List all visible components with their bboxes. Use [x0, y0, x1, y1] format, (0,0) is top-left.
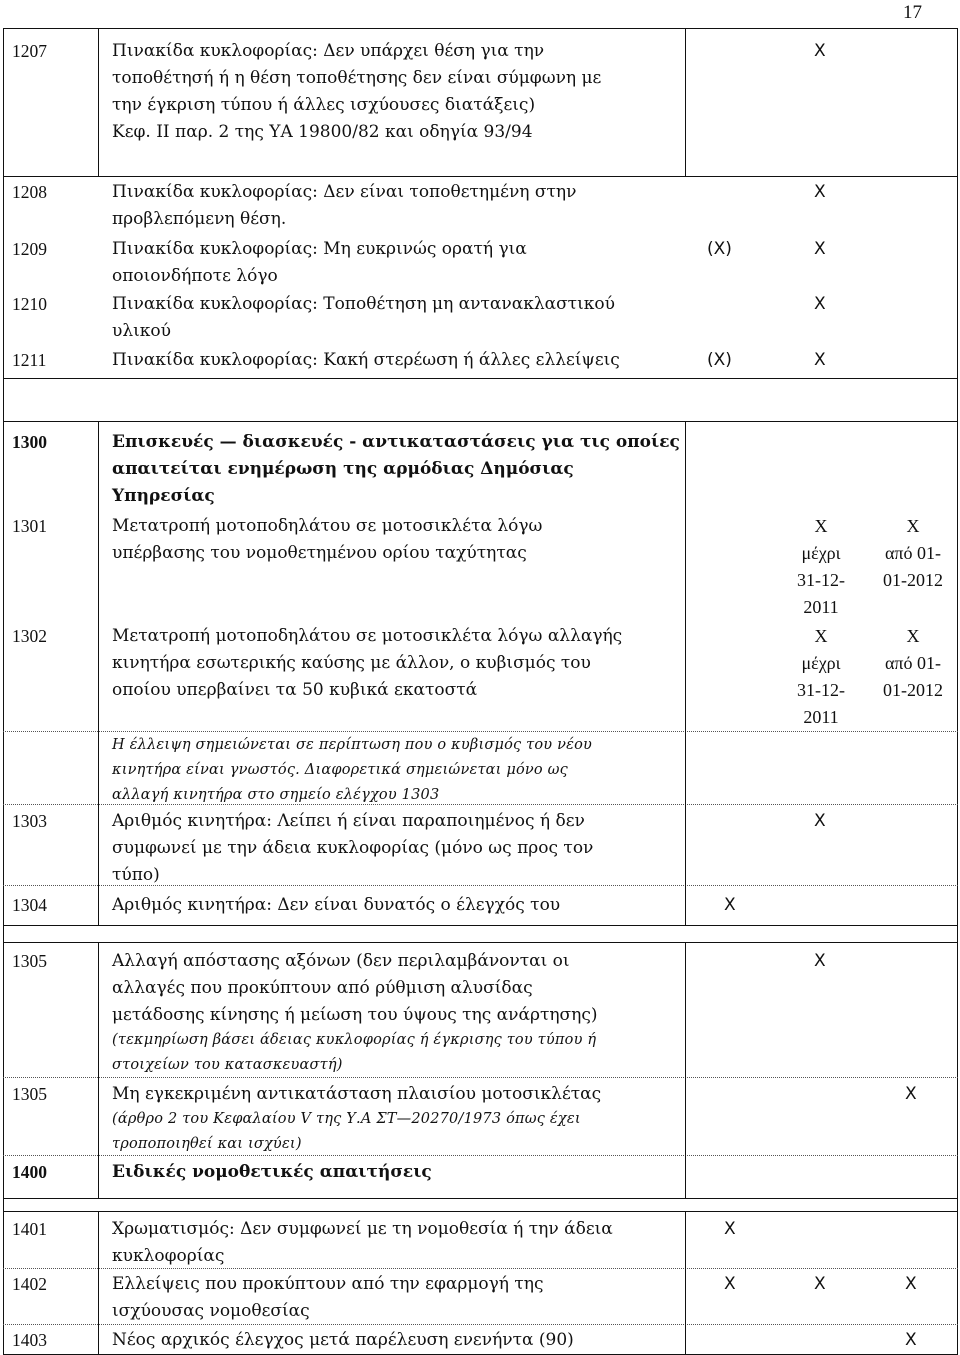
section-title: Επισκευές — διασκευές - αντικαταστάσεις για τις οποίες: [112, 432, 680, 452]
validity-note: μέχρι: [801, 543, 841, 563]
validity-note: από 01-: [884, 543, 941, 563]
column-divider: [98, 28, 99, 176]
row-description: Πινακίδα κυκλοφορίας: Δεν υπάρχει θέση για την: [112, 41, 545, 61]
row-description: υλικού: [112, 321, 171, 341]
block-rule: [3, 925, 958, 926]
row-note: στοιχείων του κατασκευαστή): [112, 1057, 343, 1073]
validity-note: Χ: [814, 516, 828, 536]
row-description: οποίου υπερβαίνει τα 50 κυβικά εκατοστά: [112, 680, 478, 700]
row-code: 1208: [12, 182, 47, 202]
check-mark: Χ: [814, 1274, 826, 1294]
row-code: 1300: [12, 432, 47, 452]
block-rule: [3, 1198, 958, 1199]
column-divider: [98, 1211, 99, 1355]
row-code: 1401: [12, 1219, 47, 1239]
row-description: Χρωματισμός: Δεν συμφωνεί με τη νομοθεσία ή την άδεια: [112, 1219, 613, 1239]
validity-note: 01-2012: [883, 570, 943, 590]
row-note: Η έλλειψη σημειώνεται σε περίπτωση που ο κυβισμός του νέου: [112, 737, 593, 753]
row-description: μετάδοσης κίνησης ή μείωση του ύψους της ανάρτησης): [112, 1005, 598, 1025]
validity-note: 01-2012: [883, 680, 943, 700]
row-description: προβλεπόμενη θέση.: [112, 209, 287, 229]
row-description: Αριθμός κινητήρα: Λείπει ή είναι παραποιημένος ή δεν: [112, 811, 585, 831]
row-separator: [3, 731, 958, 732]
row-note: τροποποιηθεί και ισχύει): [112, 1136, 302, 1152]
column-divider: [685, 421, 686, 925]
block-rule: [3, 28, 958, 29]
row-code: 1301: [12, 516, 47, 536]
row-description: κινητήρα εσωτερικής καύσης με άλλον, ο κυβισμός του: [112, 653, 591, 673]
validity-note: Χ: [906, 516, 920, 536]
check-mark: Χ: [724, 1274, 736, 1294]
row-rule: [3, 176, 958, 177]
check-mark: Χ: [724, 1219, 736, 1239]
check-mark: Χ: [905, 1274, 917, 1294]
row-code: 1305: [12, 1084, 47, 1104]
row-code: 1302: [12, 626, 47, 646]
column-divider: [98, 421, 99, 925]
block-rule: [3, 942, 958, 943]
row-description: Ελλείψεις που προκύπτουν από την εφαρμογή της: [112, 1274, 544, 1294]
column-divider: [98, 942, 99, 1198]
row-description: Αριθμός κινητήρα: Δεν είναι δυνατός ο έλεγχός του: [112, 895, 561, 915]
check-mark: Χ: [814, 182, 826, 202]
row-code: 1304: [12, 895, 47, 915]
row-description: την έγκριση τύπου ή άλλες ισχύουσες διατάξεις): [112, 95, 536, 115]
check-mark-optional: (Χ): [707, 350, 732, 370]
section-title: απαιτείται ενημέρωση της αρμόδιας Δημόσιας: [112, 459, 574, 479]
row-description: Μη εγκεκριμένη αντικατάσταση πλαισίου μοτοσικλέτας: [112, 1084, 602, 1104]
row-description: Μετατροπή μοτοποδηλάτου σε μοτοσικλέτα λόγω: [112, 516, 543, 536]
validity-note: μέχρι: [801, 653, 841, 673]
check-mark: Χ: [905, 1084, 917, 1104]
row-description: Πινακίδα κυκλοφορίας: Τοποθέτηση μη αντανακλαστικού: [112, 294, 615, 314]
row-description: υπέρβασης του νομοθετημένου ορίου ταχύτητας: [112, 543, 527, 563]
row-description: οποιονδήποτε λόγο: [112, 266, 278, 286]
row-note: (άρθρο 2 του Κεφαλαίου V της Υ.Α ΣΤ—20270/1973 όπως έχει: [112, 1111, 581, 1127]
check-mark: Χ: [814, 350, 826, 370]
check-mark: Χ: [814, 951, 826, 971]
row-description: ισχύουσας νομοθεσίας: [112, 1301, 310, 1321]
row-description: Πινακίδα κυκλοφορίας: Κακή στερέωση ή άλλες ελλείψεις: [112, 350, 620, 370]
row-description: συμφωνεί με την άδεια κυκλοφορίας (μόνο ως προς τον: [112, 838, 594, 858]
page-number: 17: [903, 2, 922, 23]
row-code: 1207: [12, 41, 47, 61]
block-rule: [3, 1211, 958, 1212]
check-mark: Χ: [814, 239, 826, 259]
row-description: αλλαγές που προκύπτουν από ρύθμιση αλυσίδας: [112, 978, 533, 998]
row-description: Πινακίδα κυκλοφορίας: Δεν είναι τοποθετημένη στην: [112, 182, 577, 202]
row-description: Νέος αρχικός έλεγχος μετά παρέλευση ενενήντα (90): [112, 1330, 574, 1350]
check-mark: Χ: [814, 41, 826, 61]
column-divider: [685, 1211, 686, 1355]
row-description: κυκλοφορίας: [112, 1246, 225, 1266]
row-description: τύπο): [112, 865, 160, 885]
row-description: Μετατροπή μοτοποδηλάτου σε μοτοσικλέτα λόγω αλλαγής: [112, 626, 623, 646]
validity-note: Χ: [906, 626, 920, 646]
row-description: Αλλαγή απόστασης αξόνων (δεν περιλαμβάνονται οι: [112, 951, 570, 971]
validity-note: 2011: [803, 597, 839, 617]
row-code: 1305: [12, 951, 47, 971]
row-code: 1210: [12, 294, 47, 314]
validity-note: 31-12-: [797, 570, 845, 590]
block-rule: [3, 378, 958, 379]
row-code: 1303: [12, 811, 47, 831]
row-description: Πινακίδα κυκλοφορίας: Μη ευκρινώς ορατή για: [112, 239, 527, 259]
check-mark: Χ: [814, 294, 826, 314]
row-description: τοποθέτησή ή η θέση τοποθέτησης δεν είναι σύμφωνη με: [112, 68, 602, 88]
row-note: κινητήρα είναι γνωστός. Διαφορετικά σημειώνεται μόνο ως: [112, 762, 568, 778]
check-mark: Χ: [814, 811, 826, 831]
row-note: (τεκμηρίωση βάσει άδειας κυκλοφορίας ή έγκρισης του τύπου ή: [112, 1032, 597, 1048]
column-divider: [685, 942, 686, 1198]
validity-note: Χ: [814, 626, 828, 646]
section-title: Υπηρεσίας: [112, 486, 215, 506]
row-code: 1209: [12, 239, 47, 259]
row-code: 1403: [12, 1330, 47, 1350]
row-description: Κεφ. ΙΙ παρ. 2 της ΥΑ 19800/82 και οδηγία 93/94: [112, 122, 533, 142]
row-code: 1400: [12, 1162, 47, 1182]
column-divider: [685, 28, 686, 176]
check-mark: Χ: [905, 1330, 917, 1350]
row-note: αλλαγή κινητήρα στο σημείο ελέγχου 1303: [112, 787, 440, 803]
validity-note: 2011: [803, 707, 839, 727]
block-rule: [3, 421, 958, 422]
check-mark: Χ: [724, 895, 736, 915]
validity-note: από 01-: [884, 653, 941, 673]
validity-note: 31-12-: [797, 680, 845, 700]
row-code: 1211: [12, 350, 47, 370]
row-code: 1402: [12, 1274, 47, 1294]
section-title: Ειδικές νομοθετικές απαιτήσεις: [112, 1162, 432, 1182]
check-mark-optional: (Χ): [707, 239, 732, 259]
